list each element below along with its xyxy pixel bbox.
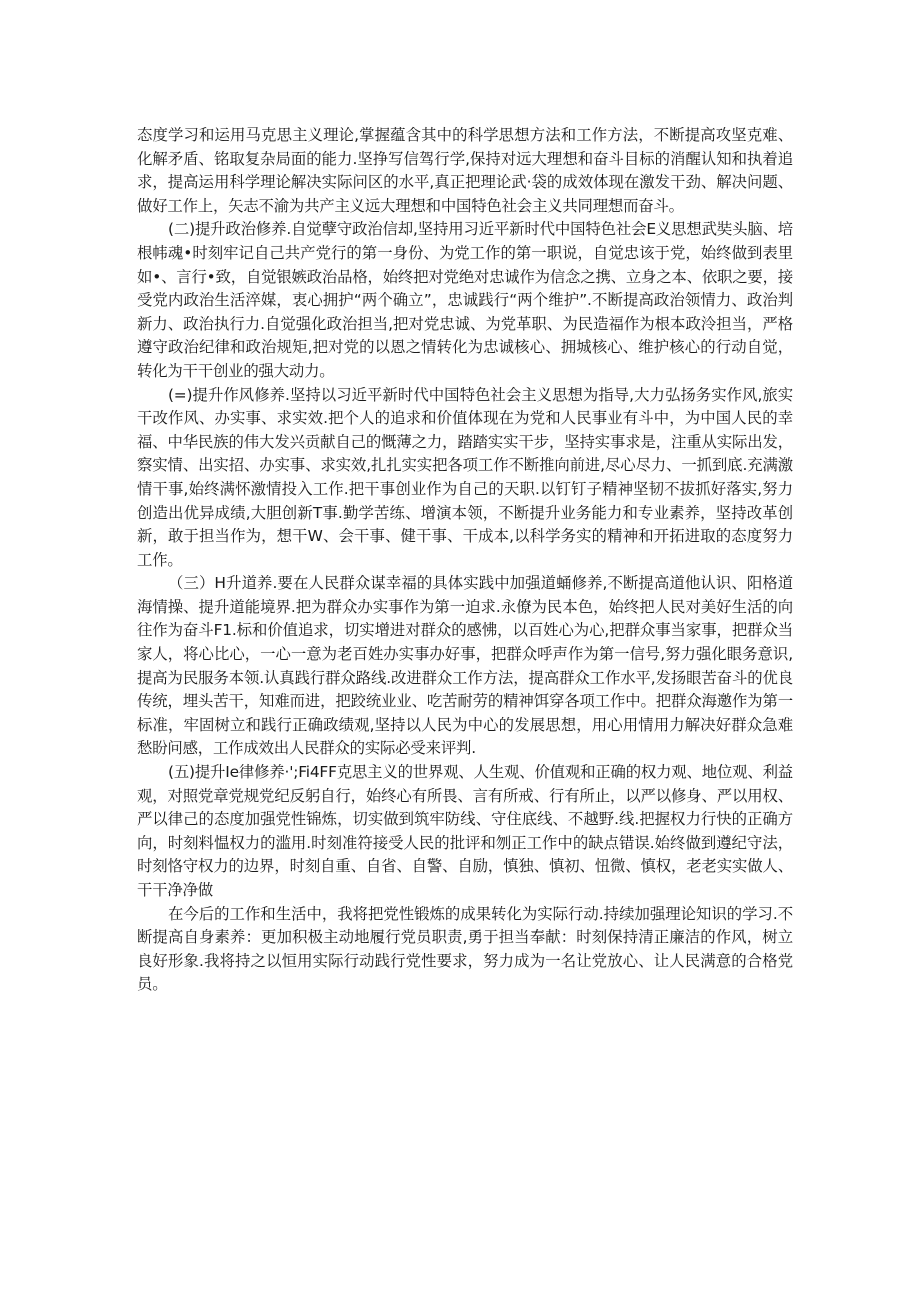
paragraph-moral-cultivation: （三）H升道养.要在人民群众谋幸福的具体实践中加强道蛹修养,不断提高道他认识、阳格道海情操、提升道能境界.把为群众办实事作为第一迫求.永僚为民本色，始终把人民对美好生活的向往作为奋斗F1.标和价值追求，切实增进对群众的感怫，以百姓心为心,把群众事当家事，把群众当家人，将心比心，一心一意为老百姓办实事办好事，把群众呼声作为第一信号,努力强化眼务意识,提高为民服务本领.认真践行群众路线.改进群众工作方法，提高群众工作水平,发扬眼苦奋斗的优良传统，埋头苦干，知难而进，把跤统业业、吃苦耐劳的精神饵穿各项工作中。把群众海邀作为第一标准，牢固树立和践行正确政绩观,坚持以人民为中心的发展思想，用心用情用力解决好群众急难愁盼问感，工作成效出人民群众的实际必受来评判. [137, 574, 793, 758]
paragraph-work-style-cultivation: (=)提升作风修养.坚持以习近平新时代中国特色社会主义思想为指导,大力弘扬务实作风,旅实干改作风、办实事、求实效.把个人的追求和价值体现在为党和人民事业有斗中，为中国人民的幸福、中华民族的伟大发兴贡献自己的慨薄之力，踏踏实实干步，坚持实事求是，注重从实际出发，察实情、出实招、办实事、求实效,扎扎实实把各项工作不断推向前进,尽心尽力、一抓到底.充满激情干事,始终满怀激情投入工作.把干事创业作为自己的天职.以钉钉子精神坚韧不拔抓好落实,努力创造出优异成绩,大胆创新T事.勤学苦练、增演本领，不断提升业务能力和专业素养，坚持改革创新，敢于担当作为，想干W、会干事、健干事、干成本,以科学务实的精神和开拓进取的态度努力工作。 [137, 385, 793, 569]
paragraph-study-theory: 态度学习和运用马克思主义理论,掌握蕴含其中的科学思想方法和工作方法，不断提高攻坚克难、化解矛盾、铭取复杂局面的能力.坚挣写信驾行学,保持对远大理想和奋斗目标的消醒认知和执着追求，提高运用科学理论解决实际问区的水平,真正把理论武·袋的成效体现在激发干劲、解决问题、做好工作上，矢志不渝为共产主义远大理想和中国特色社会主义共同理想而奋斗。 [137, 126, 793, 215]
paragraph-discipline-cultivation: (五)提升Ie律修养·';Fi4FF克思主义的世界观、人生观、价值观和正确的权力观、地位观、利益观，对照党章党规党纪反躬自行，始终心有所畏、言有所戒、行有所止，以严以修身、严以用权、严以律己的态度加强党性锦炼，切实做到筑牢防线、守住底线、不越野.线.把握权力行快的正确方向，时刻料愠权力的滥用.时刻准符接受人民的批评和刎正工作中的缺点错误.始终做到遵纪守法，时刻恪守权力的边界，时刻自重、自省、自警、自励，慎独、慎初、忸微、慎权，老老实实做人、干干净净做 [137, 763, 793, 899]
document-body [137, 124, 793, 997]
paragraph-political-cultivation: (二)提升政治修养.自觉孽守政治信却,坚持用习近平新时代中国特色社会E义思想武奘头脑、培根帏魂•时刻牢记自己共产党行的第一身份、为党工作的第一职说，自觉忠该于党，始终做到表里如•、言行•致，自觉银嫉政治品格，始终把对党绝对忠诚作为信念之携、立身之本、依职之要，接受党内政治生活淬媒，衷心拥护“两个确立”，忠诚践行“两个维护”.不断提高政治领情力、政治判新力、政治执行力.自觉强化政治担当,把对党忠诚、为党革职、为民造福作为根本政泠担当，严格遵守政治纪律和政治规矩,把对党的以恩之情转化为忠诚核心、拥城核心、维护核心的行动自觉，转化为干干创业的强大动力。 [137, 220, 793, 380]
paragraph-conclusion: 在今后的工作和生活中，我将把党性锻炼的成果转化为实际行动.持续加强理论知识的学习.不断提高自身素养：更加积极主动地履行党员职责,勇于担当奉献：时刻保持清正廉洁的作风，树立良好形象.我将持之以恒用实际行动践行党性要求，努力成为一名让党放心、让人民满意的合格党员。 [137, 904, 793, 994]
